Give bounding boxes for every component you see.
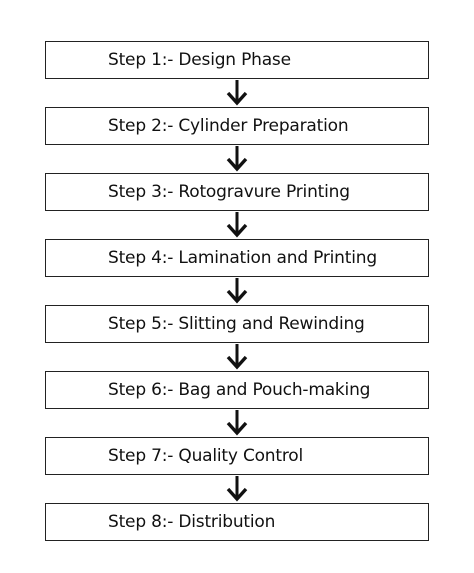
arrow-down-icon [223,146,251,172]
step-4-box [45,239,429,277]
step-7-box [45,437,429,475]
arrow-down-icon [223,80,251,106]
step-5-box [45,305,429,343]
arrow-down-icon [223,212,251,238]
step-3-label: Step 3:- Rotogravure Printing [108,182,350,202]
step-5-label: Step 5:- Slitting and Rewinding [108,314,365,334]
step-8-box [45,503,429,541]
step-2-label: Step 2:- Cylinder Preparation [108,116,349,136]
step-8-label: Step 8:- Distribution [108,512,276,532]
arrow-down-icon [223,344,251,370]
arrow-down-icon [223,476,251,502]
step-6-label: Step 6:- Bag and Pouch-making [108,380,371,400]
step-3-box [45,173,429,211]
step-1-label: Step 1:- Design Phase [108,50,291,70]
step-7-label: Step 7:- Quality Control [108,446,303,466]
step-2-box [45,107,429,145]
arrow-down-icon [223,410,251,436]
step-6-box [45,371,429,409]
arrow-down-icon [223,278,251,304]
step-1-box [45,41,429,79]
step-4-label: Step 4:- Lamination and Printing [108,248,377,268]
